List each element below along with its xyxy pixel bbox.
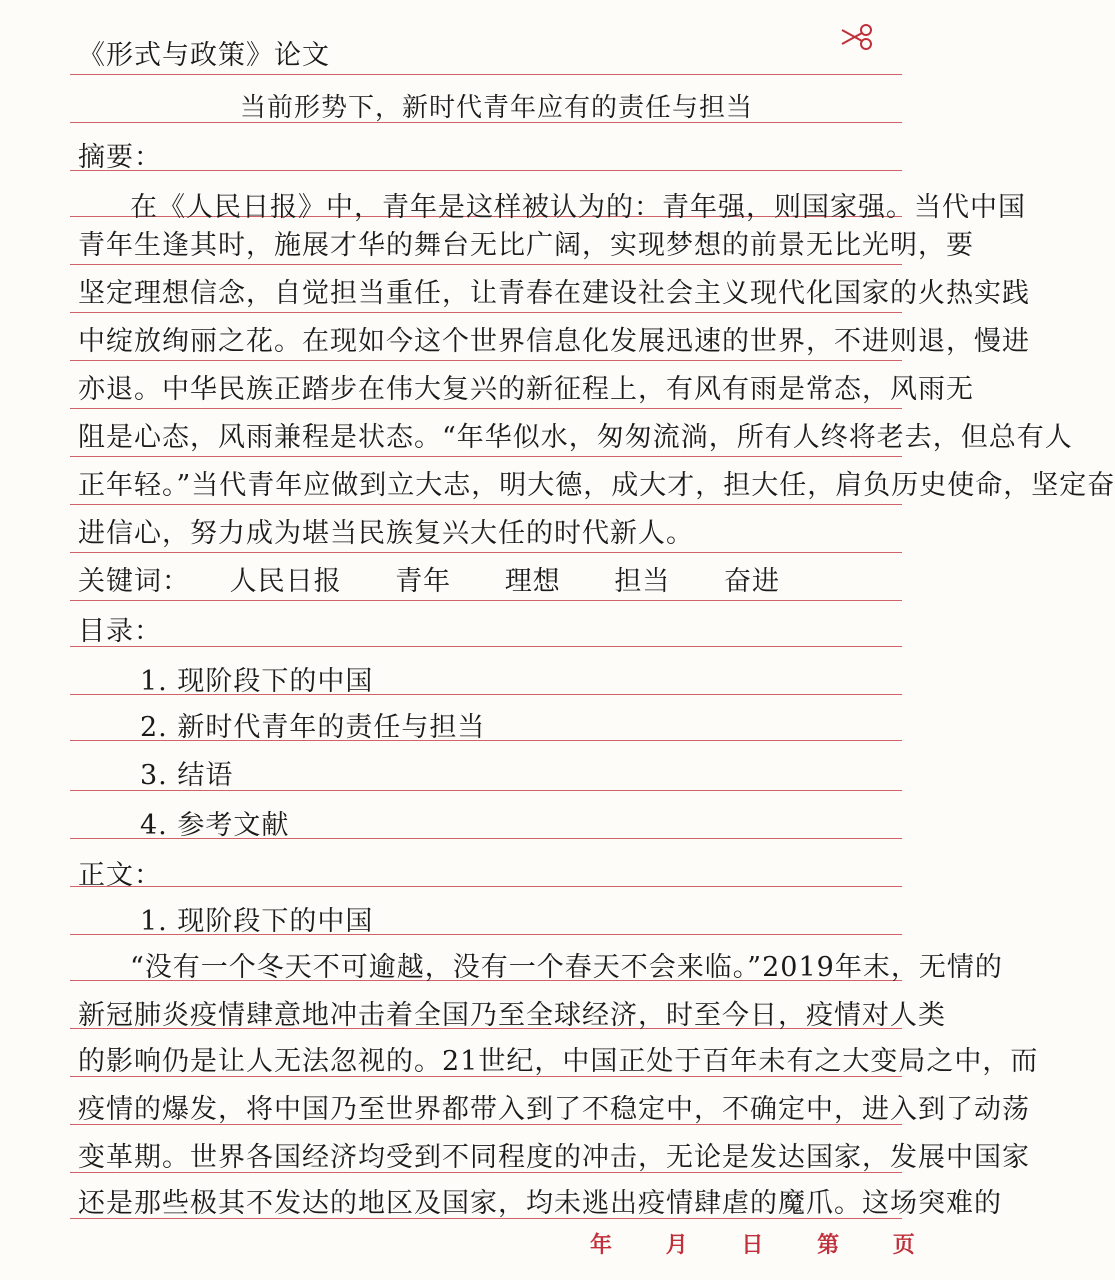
footer-page: 页 bbox=[892, 1233, 915, 1258]
body-line: 的影响仍是让人无法忽视的。21世纪，中国正处于百年未有之大变局之中，而 bbox=[78, 1046, 1039, 1077]
keyword: 理想 bbox=[504, 566, 561, 597]
keywords-label: 关键词： bbox=[78, 566, 190, 597]
abstract-heading: 摘要： bbox=[78, 142, 162, 173]
footer-month: 月 bbox=[665, 1233, 688, 1258]
footer-year: 年 bbox=[590, 1233, 613, 1258]
keyword: 人民日报 bbox=[229, 566, 342, 597]
section-heading: 1. 现阶段下的中国 bbox=[140, 906, 374, 937]
body-heading: 正文： bbox=[78, 860, 162, 891]
keyword: 奋进 bbox=[723, 566, 780, 597]
body-line: 还是那些极其不发达的地区及国家，均未逃出疫情肆虐的魔爪。这场突难的 bbox=[78, 1188, 1002, 1219]
paper-title: 当前形势下，新时代青年应有的责任与担当 bbox=[240, 93, 754, 123]
abstract-line: 阻是心态，风雨兼程是状态。“年华似水，匆匆流淌，所有人终将老去，但总有人 bbox=[78, 422, 1073, 453]
toc-heading: 目录： bbox=[78, 616, 162, 647]
body-line: 新冠肺炎疫情肆意地冲击着全国乃至全球经济，时至今日，疫情对人类 bbox=[78, 1000, 946, 1031]
abstract-line: 中绽放绚丽之花。在现如今这个世界信息化发展迅速的世界，不进则退，慢进 bbox=[78, 326, 1030, 357]
keywords-row bbox=[78, 562, 900, 602]
abstract-line: 进信心，努力成为堪当民族复兴大任的时代新人。 bbox=[78, 518, 694, 549]
abstract-line: 青年生逢其时，施展才华的舞台无比广阔，实现梦想的前景无比光明，要 bbox=[78, 230, 974, 261]
body-line: 变革期。世界各国经济均受到不同程度的冲击，无论是发达国家，发展中国家 bbox=[78, 1142, 1030, 1173]
abstract-line: 正年轻。”当代青年应做到立大志，明大德，成大才，担大任，肩负历史使命，坚定奋 bbox=[78, 470, 1115, 501]
body-line: 疫情的爆发，将中国乃至世界都带入到了不稳定中，不确定中，进入到了动荡 bbox=[78, 1094, 1030, 1125]
toc-item: 3. 结语 bbox=[140, 760, 234, 791]
footer-day: 日 bbox=[741, 1233, 764, 1258]
abstract-line: 亦退。中华民族正踏步在伟大复兴的新征程上，有风有雨是常态，风雨无 bbox=[78, 374, 974, 405]
keyword: 担当 bbox=[614, 566, 671, 597]
page-footer bbox=[590, 1228, 915, 1259]
footer-no: 第 bbox=[817, 1233, 840, 1258]
course-title: 《形式与政策》论文 bbox=[78, 40, 330, 71]
abstract-line: 坚定理想信念，自觉担当重任，让青春在建设社会主义现代化国家的火热实践 bbox=[78, 278, 1030, 309]
body-line: “没有一个冬天不可逾越，没有一个春天不会来临。”2019年末，无情的 bbox=[130, 952, 1003, 983]
toc-item: 4. 参考文献 bbox=[140, 810, 290, 841]
abstract-line: 在《人民日报》中，青年是这样被认为的：青年强，则国家强。当代中国 bbox=[130, 192, 1026, 223]
toc-item: 2. 新时代青年的责任与担当 bbox=[140, 712, 486, 743]
toc-item: 1. 现阶段下的中国 bbox=[140, 666, 374, 697]
keyword: 青年 bbox=[395, 566, 452, 597]
